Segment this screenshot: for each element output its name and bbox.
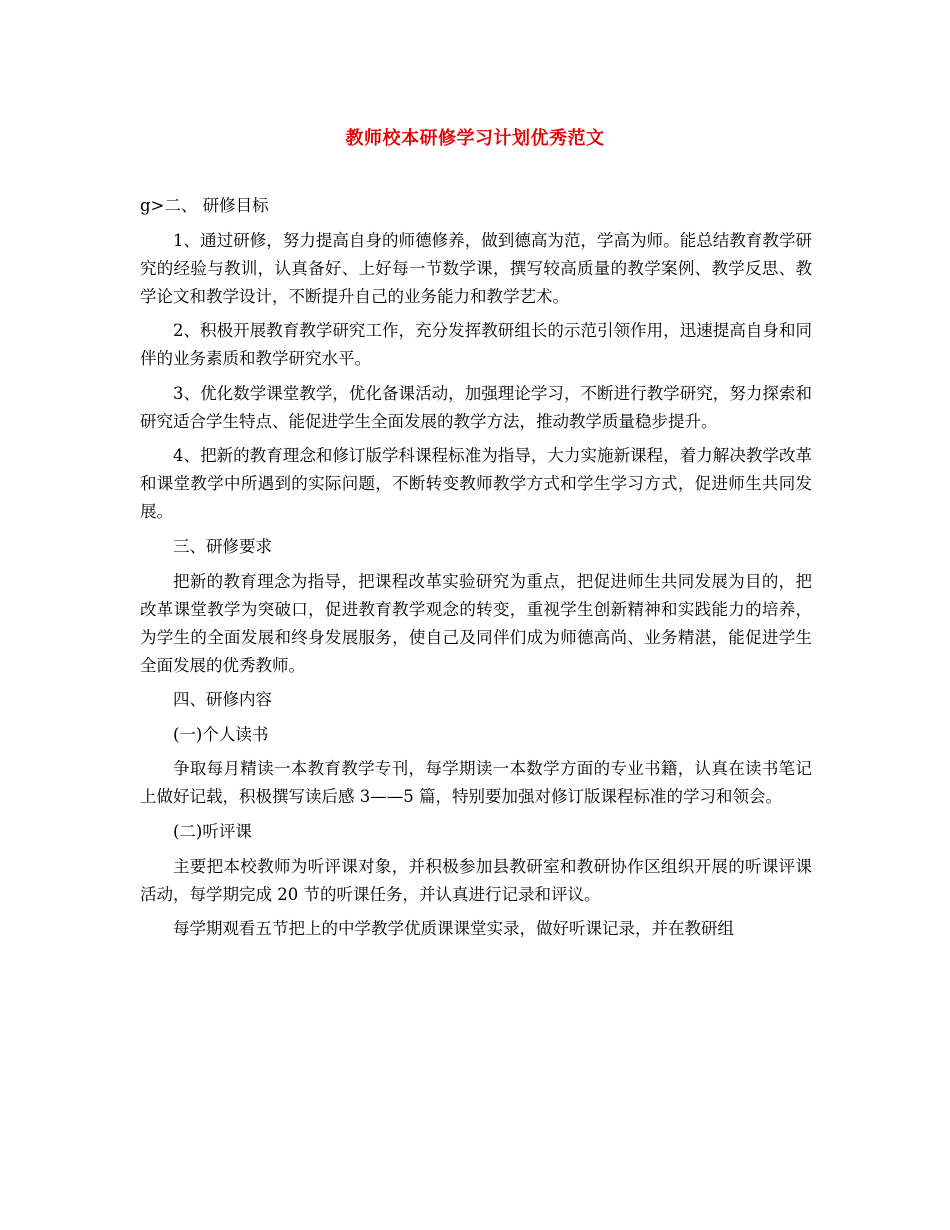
paragraph-subheading-reading: (一)个人读书 [173,724,269,744]
paragraph-goal-4: 4、把新的教育理念和修订版学科课程标准为指导，大力实施新课程，着力解决教学改革和课堂教学中所遇到的实际问题，不断转变教师教学方式和学生学习方式，促进师生共同发展。 [140,446,812,522]
paragraph-heading-content: 四、研修内容 [173,690,272,710]
paragraph-video-lessons: 每学期观看五节把上的中学教学优质课课堂实录，做好听课记录，并在教研组 [173,919,734,939]
paragraph-goal-1: 1、通过研修，努力提高自身的师德修养，做到德高为范，学高为师。能总结教育教学研究的经验与教训，认真备好、上好每一节数学课，撰写较高质量的教学案例、教学反思、教学论文和教学设计，不断提升自己的业务能力和教学艺术。 [140,230,812,306]
paragraph-requirements: 把新的教育理念为指导，把课程改革实验研究为重点，把促进师生共同发展为目的，把改革课堂教学为突破口，促进教育教学观念的转变，重视学生创新精神和实践能力的培养，为学生的全面发展和终身发展服务，使自己及同伴们成为师德高尚、业务精湛，能促进学生全面发展的优秀教师。 [140,571,812,675]
paragraph-subheading-lesson-review: (二)听评课 [173,821,252,841]
document-body [140,192,812,950]
paragraph-goal-2: 2、积极开展教育教学研究工作，充分发挥教研组长的示范引领作用，迅速提高自身和同伴的业务素质和教学研究水平。 [140,321,812,369]
document-title: 教师校本研修学习计划优秀范文 [345,128,605,149]
paragraph-heading-goals: g>二、 研修目标 [140,196,269,215]
paragraph-heading-requirements: 三、研修要求 [173,536,272,556]
paragraph-goal-3: 3、优化数学课堂教学，优化备课活动，加强理论学习，不断进行教学研究，努力探索和研究适合学生特点、能促进学生全面发展的教学方法，推动教学质量稳步提升。 [140,383,812,431]
paragraph-reading: 争取每月精读一本教育教学专刊，每学期读一本数学方面的专业书籍，认真在读书笔记上做好记载，积极撰写读后感 3——5 篇，特别要加强对修订版课程标准的学习和领会。 [140,759,812,807]
paragraph-lesson-review: 主要把本校教师为听评课对象，并积极参加县教研室和教研协作区组织开展的听课评课活动，每学期完成 20 节的听课任务，并认真进行记录和评议。 [140,856,812,904]
